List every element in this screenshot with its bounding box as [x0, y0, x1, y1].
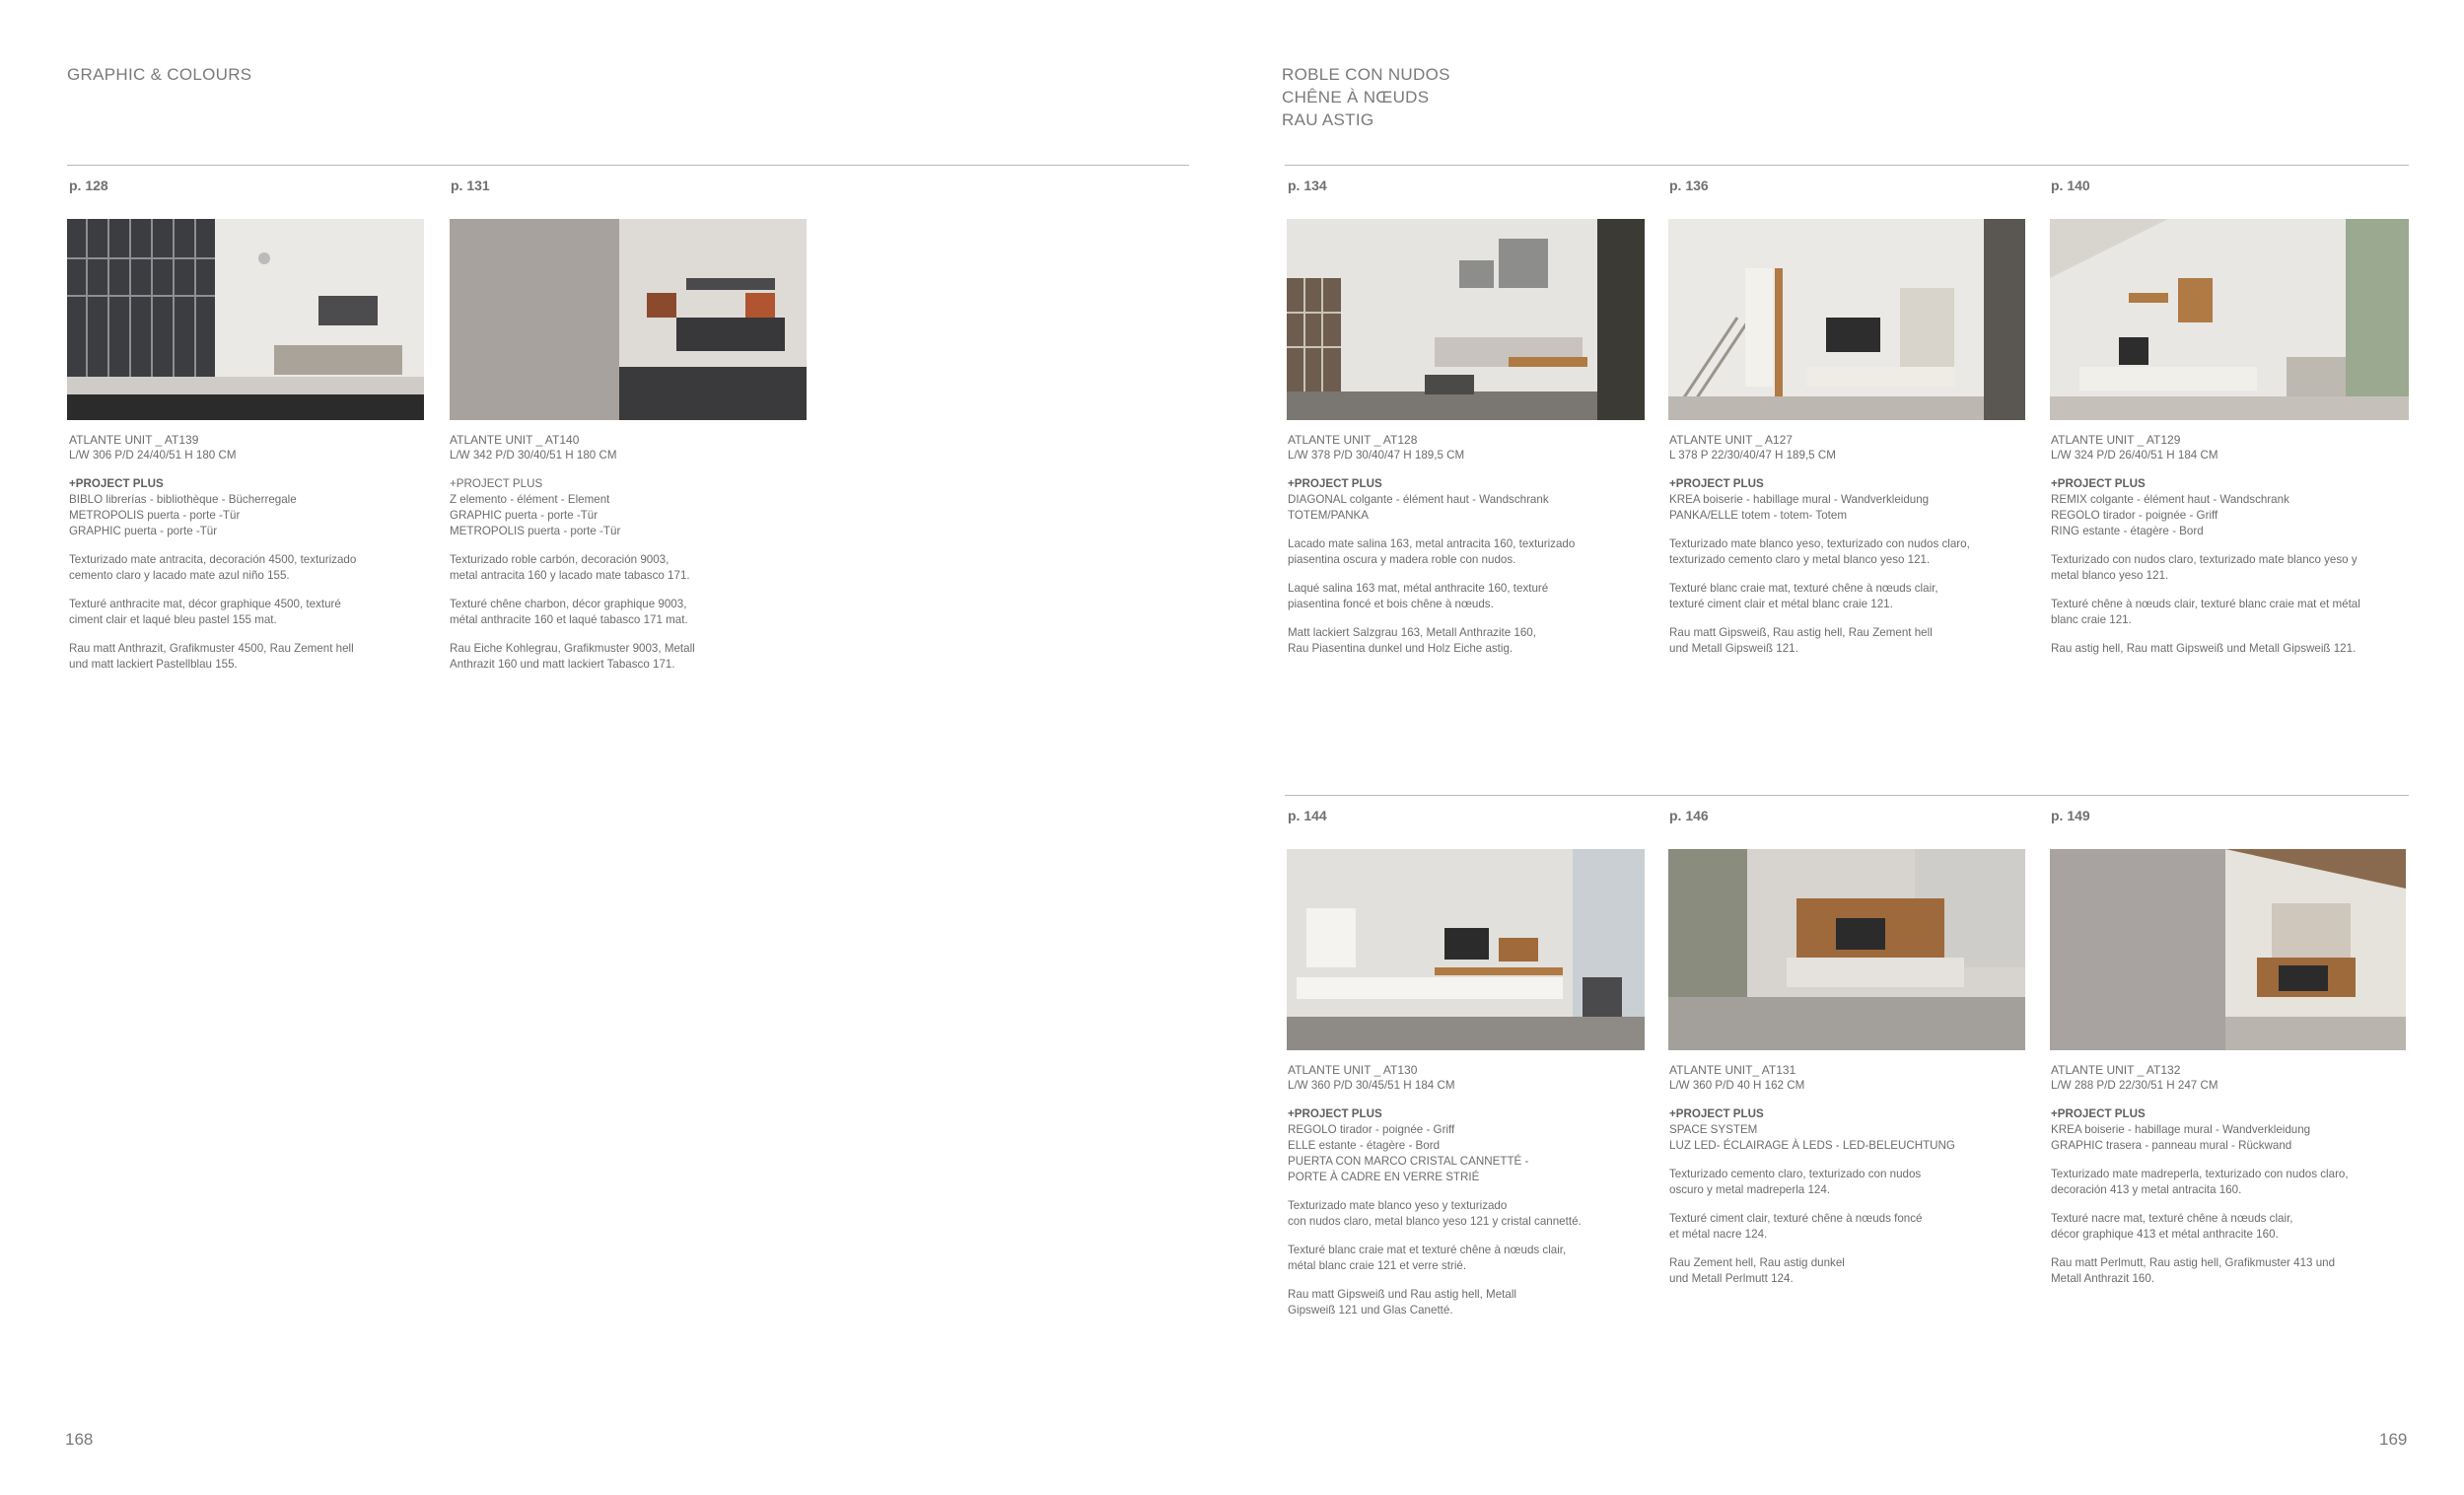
unit-dimensions: L/W 306 P/D 24/40/51 H 180 CM — [69, 449, 237, 462]
unit-name: ATLANTE UNIT _ A127 — [1669, 433, 1793, 447]
product-description — [1669, 432, 2034, 657]
project-plus-line: SPACE SYSTEM — [1669, 1123, 1758, 1136]
finish-text-es: Texturizado roble carbón, decoración 9003, — [450, 553, 669, 566]
finish-text-fr: ciment clair et laqué bleu pastel 155 mat. — [69, 613, 277, 626]
product-description — [2051, 432, 2416, 657]
project-plus-line: REGOLO tirador - poignée - Griff — [2051, 509, 2218, 522]
project-plus-line: REGOLO tirador - poignée - Griff — [1288, 1123, 1455, 1136]
finish-text-de: Rau matt Perlmutt, Rau astig hell, Grafikmuster 413 und — [2051, 1256, 2336, 1269]
project-plus-label: +PROJECT PLUS — [1288, 1107, 1382, 1120]
product-photo[interactable] — [1668, 219, 2025, 420]
finish-text-es: Texturizado mate blanco yeso, texturizado con nudos claro, — [1669, 537, 1970, 550]
unit-dimensions: L 378 P 22/30/40/47 H 189,5 CM — [1669, 449, 1836, 462]
product-photo[interactable] — [1287, 849, 1645, 1050]
page-reference: p. 128 — [69, 178, 108, 193]
unit-dimensions: L/W 288 P/D 22/30/51 H 247 CM — [2051, 1079, 2218, 1092]
finish-text-fr: Texturé anthracite mat, décor graphique 4500, texturé — [69, 598, 341, 610]
finish-text-de: und Metall Perlmutt 124. — [1669, 1272, 1794, 1285]
divider — [1285, 165, 2409, 166]
finish-text-fr: texturé ciment clair et métal blanc craie 121. — [1669, 598, 1893, 610]
right-section-title — [1282, 63, 1450, 131]
left-section-title-text: GRAPHIC & COLOURS — [67, 65, 252, 84]
product-description — [1288, 1062, 1653, 1318]
finish-text-de: Matt lackiert Salzgrau 163, Metall Anthrazite 160, — [1288, 626, 1536, 639]
page-number: 168 — [65, 1430, 94, 1449]
project-plus-line: KREA boiserie - habillage mural - Wandverkleidung — [1669, 493, 1930, 506]
finish-text-es: decoración 413 y metal antracita 160. — [2051, 1183, 2242, 1196]
finish-text-de: Gipsweiß 121 und Glas Canetté. — [1288, 1304, 1453, 1317]
unit-name: ATLANTE UNIT_ AT131 — [1669, 1063, 1796, 1077]
page-reference: p. 146 — [1669, 808, 1709, 823]
project-plus-label: +PROJECT PLUS — [2051, 1107, 2146, 1120]
unit-name: ATLANTE UNIT _ AT128 — [1288, 433, 1418, 447]
product-description — [69, 432, 434, 673]
project-plus-line: GRAPHIC puerta - porte -Tür — [450, 509, 598, 522]
unit-dimensions: L/W 342 P/D 30/40/51 H 180 CM — [450, 449, 617, 462]
project-plus-line: GRAPHIC trasera - panneau mural - Rückwand — [2051, 1139, 2292, 1152]
finish-text-fr: blanc craie 121. — [2051, 613, 2132, 626]
finish-text-fr: Texturé chêne charbon, décor graphique 9003, — [450, 598, 687, 610]
finish-text-de: Anthrazit 160 und matt lackiert Tabasco 171. — [450, 658, 675, 671]
finish-text-fr: Texturé chêne à nœuds clair, texturé blanc craie mat et métal — [2051, 598, 2360, 610]
product-photo[interactable] — [450, 219, 807, 420]
product-description — [450, 432, 814, 673]
finish-text-fr: décor graphique 413 et métal anthracite 160. — [2051, 1228, 2279, 1241]
project-plus-line: LUZ LED- ÉCLAIRAGE À LEDS - LED-BELEUCHTUNG — [1669, 1139, 1955, 1152]
unit-dimensions: L/W 360 P/D 30/45/51 H 184 CM — [1288, 1079, 1455, 1092]
finish-text-de: Metall Anthrazit 160. — [2051, 1272, 2155, 1285]
finish-text-de: Rau Piasentina dunkel und Holz Eiche astig. — [1288, 642, 1514, 655]
unit-name: ATLANTE UNIT _ AT139 — [69, 433, 199, 447]
project-plus-line: METROPOLIS puerta - porte -Tür — [450, 525, 621, 537]
finish-text-es: metal antracita 160 y lacado mate tabasco 171. — [450, 569, 690, 582]
project-plus-line: Z elemento - élément - Element — [450, 493, 610, 506]
product-photo[interactable] — [1287, 219, 1645, 420]
finish-text-de: und Metall Gipsweiß 121. — [1669, 642, 1798, 655]
finish-text-es: Lacado mate salina 163, metal antracita 160, texturizado — [1288, 537, 1576, 550]
finish-text-fr: Texturé blanc craie mat et texturé chêne à nœuds clair, — [1288, 1244, 1567, 1256]
project-plus-line: BIBLO librerías - bibliothèque - Bücherregale — [69, 493, 297, 506]
finish-text-es: cemento claro y lacado mate azul niño 155. — [69, 569, 290, 582]
project-plus-line: REMIX colgante - élément haut - Wandschrank — [2051, 493, 2289, 506]
finish-text-fr: et métal nacre 124. — [1669, 1228, 1768, 1241]
project-plus-line: DIAGONAL colgante - élément haut - Wandschrank — [1288, 493, 1549, 506]
finish-text-es: metal blanco yeso 121. — [2051, 569, 2169, 582]
project-plus-label: +PROJECT PLUS — [450, 477, 543, 490]
page-reference: p. 136 — [1669, 178, 1709, 193]
project-plus-line: TOTEM/PANKA — [1288, 509, 1370, 522]
left-section-title — [67, 63, 251, 86]
page-reference: p. 149 — [2051, 808, 2090, 823]
project-plus-line: METROPOLIS puerta - porte -Tür — [69, 509, 241, 522]
unit-name: ATLANTE UNIT _ AT132 — [2051, 1063, 2181, 1077]
product-photo[interactable] — [2050, 219, 2409, 420]
page-number: 169 — [2379, 1430, 2408, 1449]
project-plus-line: ELLE estante - étagère - Bord — [1288, 1139, 1441, 1152]
product-photo[interactable] — [2050, 849, 2406, 1050]
section-title-line: CHÊNE À NŒUDS — [1282, 88, 1430, 107]
unit-dimensions: L/W 360 P/D 40 H 162 CM — [1669, 1079, 1805, 1092]
unit-dimensions: L/W 378 P/D 30/40/47 H 189,5 CM — [1288, 449, 1465, 462]
finish-text-de: Rau Zement hell, Rau astig dunkel — [1669, 1256, 1845, 1269]
finish-text-es: Texturizado mate madreperla, texturizado con nudos claro, — [2051, 1168, 2349, 1180]
finish-text-de: Rau matt Gipsweiß und Rau astig hell, Metall — [1288, 1288, 1516, 1301]
product-photo[interactable] — [1668, 849, 2025, 1050]
finish-text-de: Rau matt Anthrazit, Grafikmuster 4500, Rau Zement hell — [69, 642, 354, 655]
page-reference: p. 134 — [1288, 178, 1327, 193]
section-title-line: ROBLE CON NUDOS — [1282, 65, 1450, 84]
finish-text-fr: piasentina foncé et bois chêne à nœuds. — [1288, 598, 1494, 610]
finish-text-es: Texturizado con nudos claro, texturizado mate blanco yeso y — [2051, 553, 2358, 566]
finish-text-de: und matt lackiert Pastellblau 155. — [69, 658, 238, 671]
unit-dimensions: L/W 324 P/D 26/40/51 H 184 CM — [2051, 449, 2218, 462]
finish-text-fr: Texturé ciment clair, texturé chêne à nœuds foncé — [1669, 1212, 1923, 1225]
page-reference: p. 131 — [451, 178, 490, 193]
unit-name: ATLANTE UNIT _ AT140 — [450, 433, 580, 447]
finish-text-es: con nudos claro, metal blanco yeso 121 y cristal cannetté. — [1288, 1215, 1582, 1228]
project-plus-label: +PROJECT PLUS — [1669, 477, 1764, 490]
finish-text-es: oscuro y metal madreperla 124. — [1669, 1183, 1831, 1196]
finish-text-de: Rau astig hell, Rau matt Gipsweiß und Metall Gipsweiß 121. — [2051, 642, 2357, 655]
finish-text-es: Texturizado mate antracita, decoración 4500, texturizado — [69, 553, 357, 566]
finish-text-es: Texturizado cemento claro, texturizado con nudos — [1669, 1168, 1922, 1180]
project-plus-label: +PROJECT PLUS — [69, 477, 164, 490]
finish-text-es: Texturizado mate blanco yeso y texturizado — [1288, 1199, 1508, 1212]
finish-text-de: Rau Eiche Kohlegrau, Grafikmuster 9003, Metall — [450, 642, 695, 655]
project-plus-line: KREA boiserie - habillage mural - Wandverkleidung — [2051, 1123, 2311, 1136]
finish-text-fr: Laqué salina 163 mat, métal anthracite 160, texturé — [1288, 582, 1549, 595]
project-plus-line: PORTE À CADRE EN VERRE STRIÉ — [1288, 1171, 1480, 1183]
project-plus-line: GRAPHIC puerta - porte -Tür — [69, 525, 218, 537]
product-description — [1288, 432, 1653, 657]
unit-name: ATLANTE UNIT _ AT130 — [1288, 1063, 1418, 1077]
project-plus-line: PANKA/ELLE totem - totem- Totem — [1669, 509, 1847, 522]
project-plus-label: +PROJECT PLUS — [1288, 477, 1382, 490]
product-photo[interactable] — [67, 219, 424, 420]
project-plus-label: +PROJECT PLUS — [2051, 477, 2146, 490]
section-title-line: RAU ASTIG — [1282, 110, 1374, 129]
finish-text-fr: métal blanc craie 121 et verre strié. — [1288, 1259, 1467, 1272]
finish-text-de: Rau matt Gipsweiß, Rau astig hell, Rau Zement hell — [1669, 626, 1933, 639]
divider — [1285, 795, 2409, 796]
finish-text-fr: métal anthracite 160 et laqué tabasco 171 mat. — [450, 613, 688, 626]
project-plus-line: PUERTA CON MARCO CRISTAL CANNETTÉ - — [1288, 1155, 1529, 1168]
finish-text-fr: Texturé blanc craie mat, texturé chêne à nœuds clair, — [1669, 582, 1938, 595]
unit-name: ATLANTE UNIT _ AT129 — [2051, 433, 2181, 447]
page-reference: p. 140 — [2051, 178, 2090, 193]
finish-text-fr: Texturé nacre mat, texturé chêne à nœuds clair, — [2051, 1212, 2293, 1225]
product-description — [1669, 1062, 2034, 1287]
finish-text-es: texturizado cemento claro y metal blanco yeso 121. — [1669, 553, 1931, 566]
project-plus-line: RING estante - étagère - Bord — [2051, 525, 2204, 537]
project-plus-label: +PROJECT PLUS — [1669, 1107, 1764, 1120]
divider — [67, 165, 1189, 166]
product-description — [2051, 1062, 2416, 1287]
page-reference: p. 144 — [1288, 808, 1327, 823]
finish-text-es: piasentina oscura y madera roble con nudos. — [1288, 553, 1516, 566]
